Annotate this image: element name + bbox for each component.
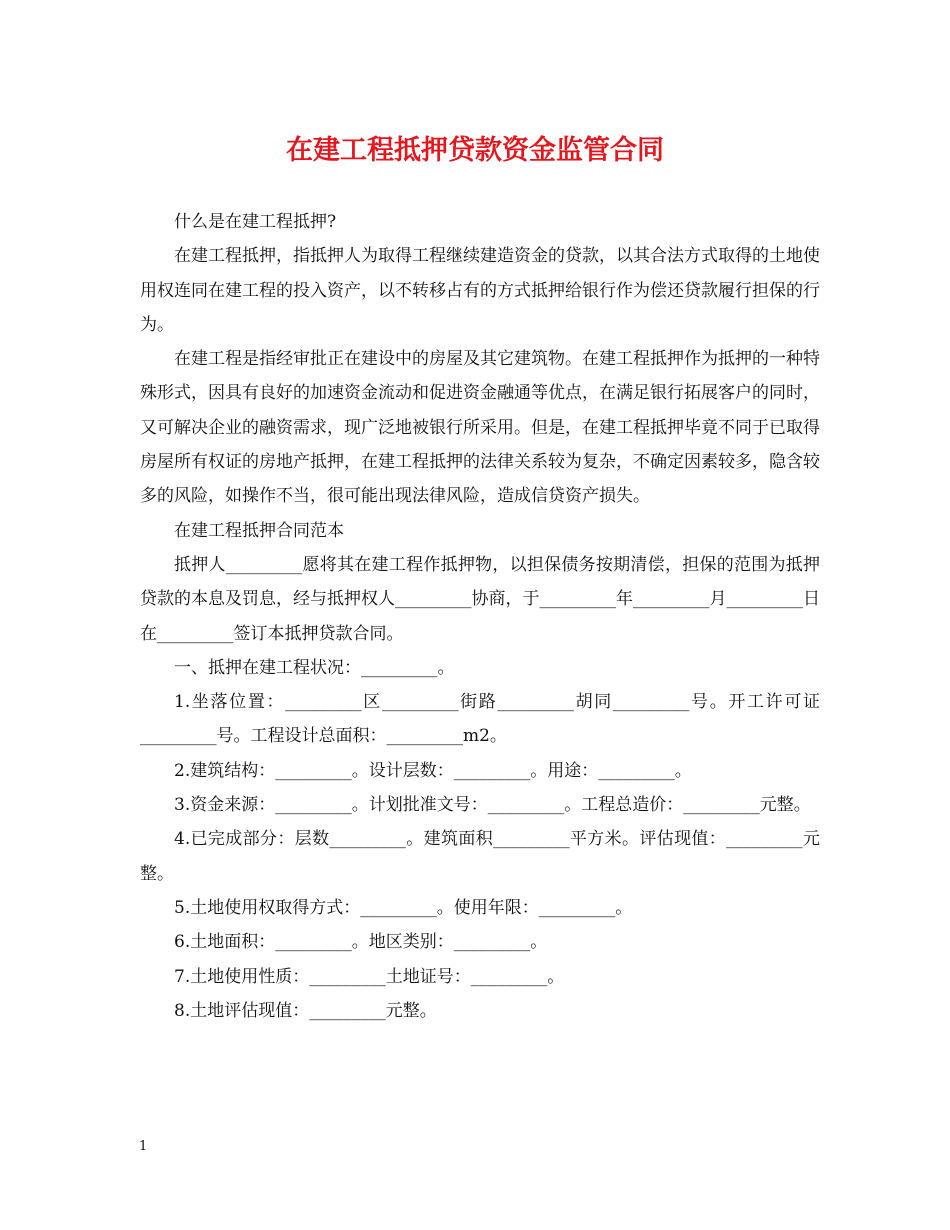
paragraph-explanation: 在建工程是指经审批正在建设中的房屋及其它建筑物。在建工程抵押作为抵押的一种特殊形式，因具有良好的加速资金流动和促进资金融通等优点，在满足银行拓展客户的同时，又可解决企业的融资需求，现广泛地被银行所采用。但是，在建工程抵押毕竟不同于已取得房屋所有权证的房地产抵押，在建工程抵押的法律关系较为复杂，不确定因素较多，隐含较多的风险，如操作不当，很可能出现法律风险，造成信贷资产损失。 [140,349,820,507]
paragraph-item-7: 7.土地使用性质：_________土地证号：_________。 [174,966,565,987]
document-title: 在建工程抵押贷款资金监管合同 [286,135,664,166]
paragraph-contract-intro: 抵押人_________愿将其在建工程作抵押物，以担保债务按期清偿，担保的范围为抵押贷款的本息及罚息，经与抵押权人_________协商，于_________年_________月_________日在_________签订本抵押贷款合同。 [140,554,820,644]
paragraph-item-1: 1.坐落位置：_________区_________街路_________胡同_________号。开工许可证_________号。工程设计总面积：_________m2。 [140,692,820,747]
document-body [140,205,820,1028]
paragraph-question: 什么是在建工程抵押? [174,212,337,232]
paragraph-item-6: 6.土地面积：_________。地区类别：_________。 [174,932,548,953]
paragraph-section-one: 一、抵押在建工程状况：_________。 [174,657,455,678]
paragraph-item-4: 4.已完成部分：层数_________。建筑面积_________平方米。评估现值：_________元整。 [140,829,820,884]
paragraph-item-2: 2.建筑结构：_________。设计层数：_________。用途：_________。 [174,760,692,781]
paragraph-item-3: 3.资金来源：_________。计划批准文号：_________。工程总造价：_________元整。 [174,795,811,816]
paragraph-definition: 在建工程抵押，指抵押人为取得工程继续建造资金的贷款，以其合法方式取得的土地使用权连同在建工程的投入资产，以不转移占有的方式抵押给银行作为偿还贷款履行担保的行为。 [140,246,820,335]
paragraph-item-5: 5.土地使用权取得方式：_________。使用年限：_________。 [174,897,633,918]
paragraph-template-heading: 在建工程抵押合同范本 [174,520,344,541]
paragraph-item-8: 8.土地评估现值：_________元整。 [174,1000,437,1021]
page-number: 1 [139,1139,148,1154]
